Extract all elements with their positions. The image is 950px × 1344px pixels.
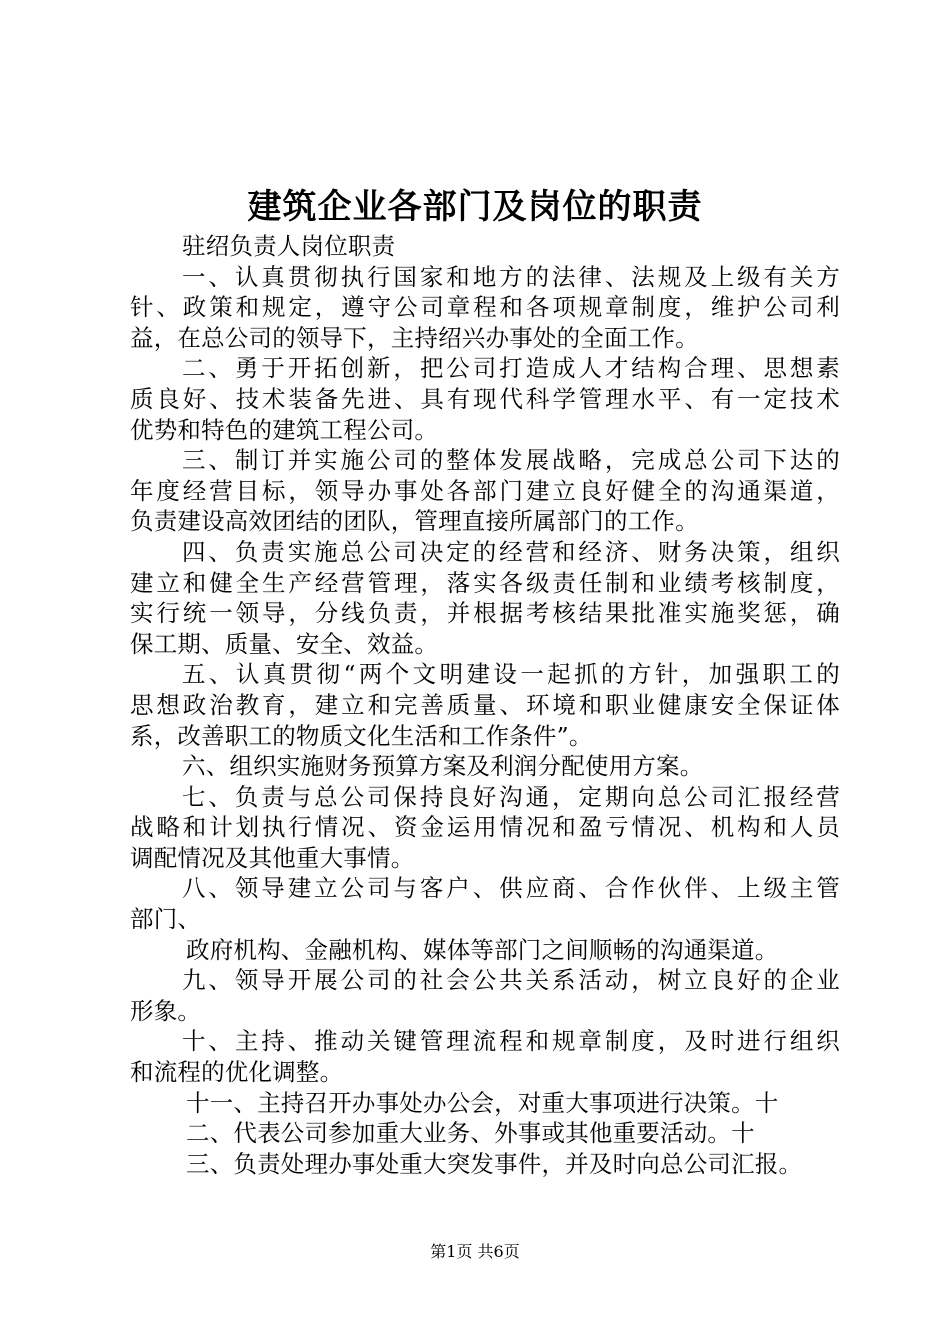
document-title: 建筑企业各部门及岗位的职责	[247, 187, 703, 227]
paragraph-line: 保工期、质量、安全、效益。	[130, 629, 439, 658]
paragraph-line: 政府机构、金融机构、媒体等部门之间顺畅的沟通渠道。	[186, 935, 779, 964]
paragraph-line: 一、认真贯彻执行国家和地方的法律、法规及上级有关方	[182, 262, 840, 291]
paragraph-line: 十一、主持召开办事处办公会，对重大事项进行决策。十	[186, 1088, 779, 1117]
paragraph-line: 十、主持、推动关键管理流程和规章制度，及时进行组织	[182, 1027, 840, 1056]
paragraph-line: 质良好、技术装备先进、具有现代科学管理水平、有一定技术	[130, 384, 840, 413]
paragraph-line: 建立和健全生产经营管理，落实各级责任制和业绩考核制度，	[130, 568, 840, 597]
paragraph-line: 六、组织实施财务预算方案及利润分配使用方案。	[182, 752, 704, 781]
paragraph-line: 针、政策和规定，遵守公司章程和各项规章制度，维护公司利	[130, 293, 840, 322]
paragraph-line: 优势和特色的建筑工程公司。	[130, 415, 439, 444]
paragraph-line: 年度经营目标，领导办事处各部门建立良好健全的沟通渠道，	[130, 476, 840, 505]
paragraph-line: 三、制订并实施公司的整体发展战略，完成总公司下达的	[182, 446, 840, 475]
paragraph-line: 四、负责实施总公司决定的经营和经济、财务决策，组织	[182, 537, 840, 566]
paragraph-line: 战略和计划执行情况、资金运用情况和盈亏情况、机构和人员	[130, 813, 840, 842]
document-body	[130, 231, 840, 1179]
paragraph-line: 系，改善职工的物质文化生活和工作条件”。	[130, 721, 593, 750]
paragraph-line: 调配情况及其他重大事情。	[130, 843, 415, 872]
paragraph-line: 三、负责处理办事处重大突发事件，并及时向总公司汇报。	[186, 1149, 803, 1178]
paragraph-line: 七、负责与总公司保持良好沟通，定期向总公司汇报经营	[182, 782, 840, 811]
paragraph-line: 负责建设高效团结的团队，管理直接所属部门的工作。	[130, 507, 699, 536]
paragraph-line: 部门、	[130, 905, 202, 934]
paragraph-line: 九、领导开展公司的社会公共关系活动，树立良好的企业	[182, 966, 840, 995]
paragraph-line: 实行统一领导，分线负责，并根据考核结果批准实施奖惩，确	[130, 599, 840, 628]
paragraph-line: 驻绍负责人岗位职责	[182, 232, 396, 260]
page-footer: 第1页 共6页	[430, 1242, 520, 1261]
paragraph-line: 五、认真贯彻“两个文明建设一起抓的方针，加强职工的	[182, 660, 840, 689]
paragraph-line: 二、代表公司参加重大业务、外事或其他重要活动。十	[186, 1119, 755, 1148]
paragraph-line: 思想政治教育，建立和完善质量、环境和职业健康安全保证体	[130, 690, 840, 719]
paragraph-line: 二、勇于开拓创新，把公司打造成人才结构合理、思想素	[182, 354, 840, 383]
paragraph-line: 和流程的优化调整。	[130, 1058, 344, 1087]
paragraph-line: 八、领导建立公司与客户、供应商、合作伙伴、上级主管	[182, 874, 840, 903]
paragraph-line: 形象。	[130, 996, 202, 1025]
paragraph-line: 益，在总公司的领导下，主持绍兴办事处的全面工作。	[130, 323, 699, 352]
